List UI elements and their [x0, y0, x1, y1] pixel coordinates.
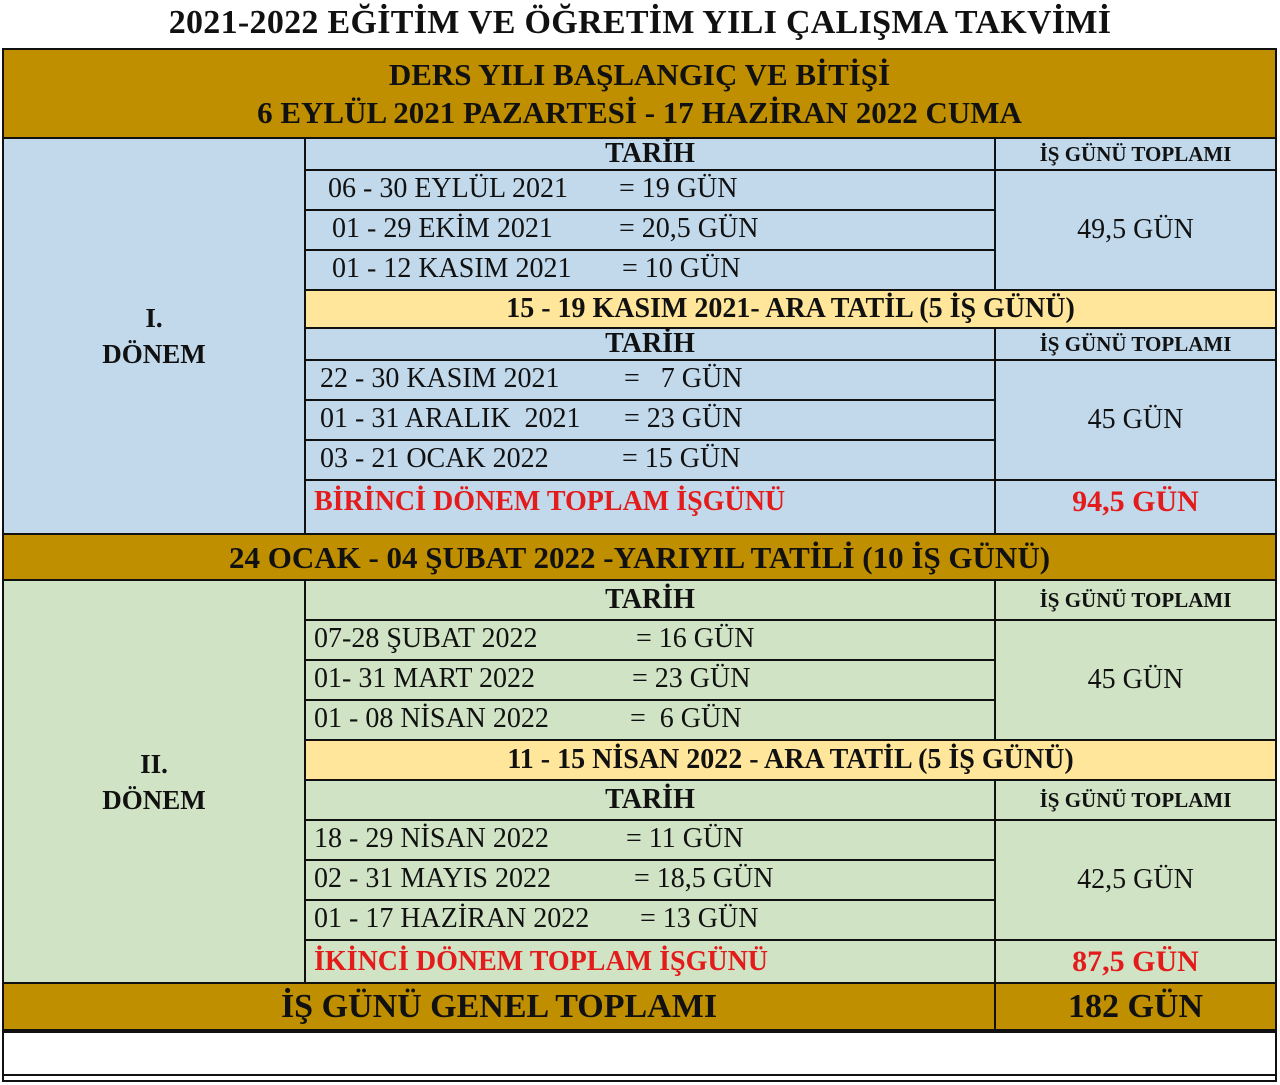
midterm-break-2: 11 - 15 NİSAN 2022 - ARA TATİL (5 İŞ GÜNÜ) [306, 741, 1275, 781]
grand-total-label: İŞ GÜNÜ GENEL TOPLAMI [280, 988, 718, 1025]
term-2-block-1-sum: 45 GÜN [994, 621, 1275, 741]
table-row: 18 - 29 NİSAN 2022 = 11 GÜN [306, 821, 996, 861]
column-header-date: TARİH [605, 784, 695, 815]
term-1-section [4, 139, 1275, 533]
term-2-total-value: 87,5 GÜN [994, 941, 1275, 982]
term-1-block-2-header [306, 329, 1275, 361]
column-header-workday-total: İŞ GÜNÜ TOPLAMI [994, 139, 1275, 169]
term-2-label: II. DÖNEM [4, 581, 306, 982]
column-header-date: TARİH [605, 584, 695, 615]
divider [4, 1074, 1275, 1076]
term-2-total-row [306, 941, 1275, 982]
term-1-block-1-sum: 49,5 GÜN [994, 171, 1275, 291]
term-2-total-label: İKİNCİ DÖNEM TOPLAM İŞGÜNÜ [314, 946, 769, 977]
empty-footer-row [4, 1031, 1275, 1080]
column-header-workday-total: İŞ GÜNÜ TOPLAMI [994, 329, 1275, 359]
table-row: 02 - 31 MAYIS 2022 = 18,5 GÜN [306, 861, 996, 901]
column-header-workday-total: İŞ GÜNÜ TOPLAMI [994, 781, 1275, 819]
column-header-date: TARİH [605, 138, 695, 169]
calendar-table [2, 48, 1277, 1082]
table-row: 06 - 30 EYLÜL 2021 = 19 GÜN [306, 171, 996, 211]
page-title: 2021-2022 EĞİTİM VE ÖĞRETİM YILI ÇALIŞMA TAKVİMİ [168, 4, 1112, 41]
term-2-block-2-header [306, 781, 1275, 821]
semester-break-banner: 24 OCAK - 04 ŞUBAT 2022 -YARIYIL TATİLİ (10 İŞ GÜNÜ) [4, 533, 1275, 581]
table-row: 01 - 12 KASIM 2021 = 10 GÜN [306, 251, 996, 291]
term-2-block-1-header [306, 581, 1275, 621]
midterm-break-1: 15 - 19 KASIM 2021- ARA TATİL (5 İŞ GÜNÜ) [306, 291, 1275, 329]
school-year-title: DERS YILI BAŞLANGIÇ VE BİTİŞİ [388, 57, 891, 92]
column-header-date: TARİH [605, 328, 695, 359]
term-1-total-row [306, 481, 1275, 533]
table-row: 07-28 ŞUBAT 2022 = 16 GÜN [306, 621, 996, 661]
term-1-block-2-sum: 45 GÜN [994, 361, 1275, 481]
term-2-section [4, 581, 1275, 982]
table-row: 01 - 08 NİSAN 2022 = 6 GÜN [306, 701, 996, 741]
school-year-dates: 6 EYLÜL 2021 PAZARTESİ - 17 HAZİRAN 2022 CUMA [257, 95, 1022, 130]
grand-total-row [4, 982, 1275, 1031]
term-1-label: I. DÖNEM [4, 139, 306, 533]
table-row: 01 - 31 ARALIK 2021 = 23 GÜN [306, 401, 996, 441]
term-1-total-label: BİRİNCİ DÖNEM TOPLAM İŞGÜNÜ [314, 486, 786, 517]
table-row: 01- 31 MART 2022 = 23 GÜN [306, 661, 996, 701]
table-row: 01 - 17 HAZİRAN 2022 = 13 GÜN [306, 901, 996, 941]
grand-total-value: 182 GÜN [994, 984, 1275, 1030]
table-row: 03 - 21 OCAK 2022 = 15 GÜN [306, 441, 996, 481]
table-row: 01 - 29 EKİM 2021 = 20,5 GÜN [306, 211, 996, 251]
table-row: 22 - 30 KASIM 2021 = 7 GÜN [306, 361, 996, 401]
school-year-header [4, 50, 1275, 139]
term-2-block-2-sum: 42,5 GÜN [994, 821, 1275, 941]
term-1-total-value: 94,5 GÜN [994, 481, 1275, 533]
column-header-workday-total: İŞ GÜNÜ TOPLAMI [994, 581, 1275, 619]
term-1-block-1-header [306, 139, 1275, 171]
